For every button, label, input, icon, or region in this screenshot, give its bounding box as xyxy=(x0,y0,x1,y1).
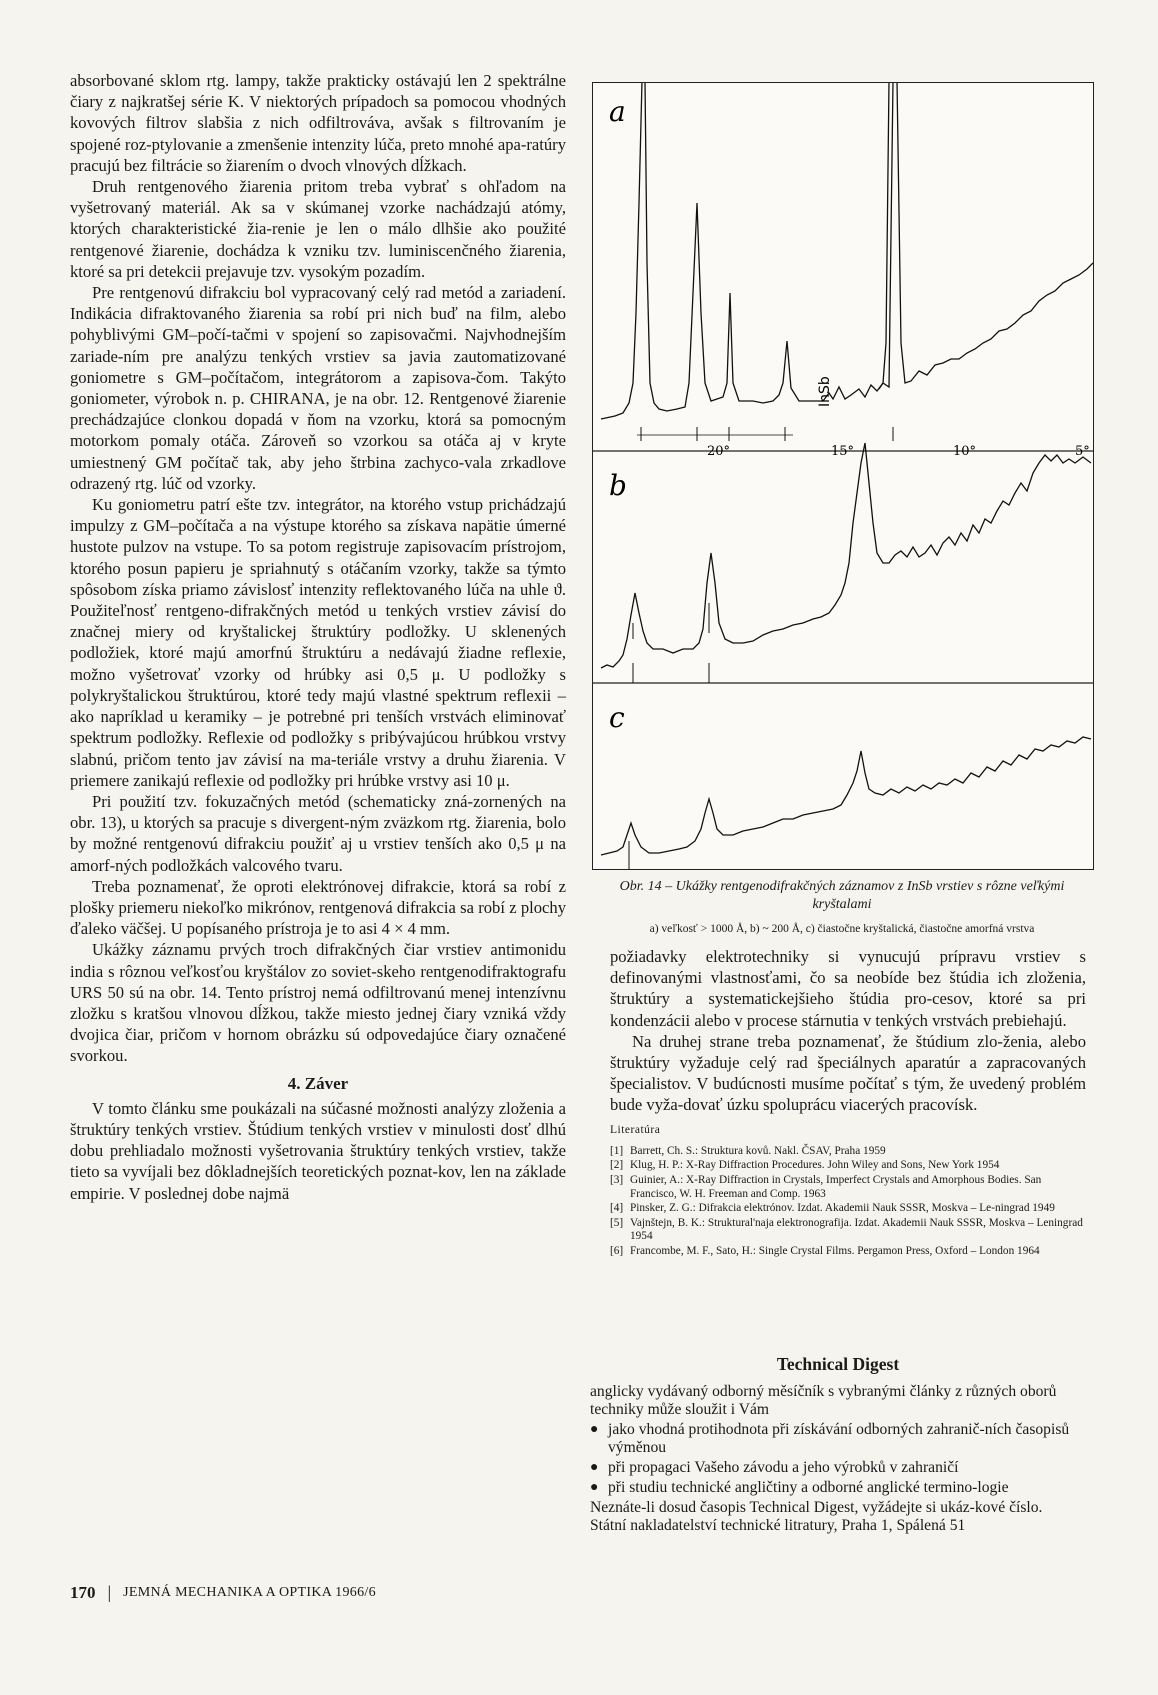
reference-number: [6] xyxy=(610,1244,624,1257)
trace-c xyxy=(601,737,1091,855)
bullet-icon: ● xyxy=(590,1422,599,1437)
page-number: 170 xyxy=(70,1582,96,1602)
paragraph: Pri použití tzv. fokuzačných metód (schematicky zná-zornených na obr. 13), u ktorých sa pracuje s divergent-ným zväzkom rtg. žiarenia, bolo by možné rentgenovú difrakciu použiť aj u vrstiev tenších ako 0,5 μ na amorf-ných podložkách valcového tvaru. xyxy=(70,791,566,875)
literature-heading: Literatúra xyxy=(610,1123,661,1136)
reference-item xyxy=(610,1217,1086,1244)
bullet-icon: ● xyxy=(590,1480,599,1495)
reference-item xyxy=(610,1245,1086,1259)
angle-label-20: 20° xyxy=(707,444,731,459)
paragraph: Pre rentgenovú difrakciu bol vypracovaný celý rad metód a zariadení. Indikácia difraktovaného žiarenia sa robí pri nich buď na film, alebo pohyblivými GM–počí-tačmi v spojení so zapisovačmi. Najvhodnejším zariade-ním pre analýzu tenkých vrstiev sa javia zautomatizované goniometre s GM–počítačom, integrátorom a zapisova-čom. Takýto goniometer, výrobok n. p. CHIRANA, je na obr. 12. Rentgenové žiarenie prechádzajúce clonkou dopadá v ňom na vzorku, ktorá sa pomocným motorkom pomaly otáča. Zároveň so vzorkou sa otáča aj v kryte umiestnený GM počítač tak, aby jeho štrbina zachyco-vala zrkadlove odrazený rtg. lúč od vzorky. xyxy=(70,283,566,493)
ad-line: Státní nakladatelství technické litratury, Praha 1, Spálená 51 xyxy=(590,1517,966,1534)
paragraph: Ku goniometru patrí ešte tzv. integrátor, na ktorého vstup prichádzajú impulzy z GM–počítača a na výstupe ktorého sa získava napätie úmerné hustote pulzov na vstupe. To sa potom registruje zapisovacím prístrojom, ktorého posun papieru je spriahnutý s otáčaním vzorky, takže sa týmto spôsobom získa priamo závislosť intenzity reflektovaného lúča na uhle ϑ. Použiteľnosť rentgeno-difrakčných metód u tenkých vrstiev závisí do značnej miery od kryštalickej štruktúry podložky. U sklenených podložiek, ktoré majú amorfnú štruktúru a nedávajú žiadne reflexie, možno vyšetrovať vzorky od hrúbky asi 0,5 μ. U podložky s polykryštalickou štruktúrou, ktoré tedy majú vlastné spektrum reflexii – ako napríklad u keramiky – je potrebné pri tenších vrstvách eliminovať spektrum podložky. Reflexie od podložky s pribývajúcou hrúbkou vrstvy slabnú, pričom tento jav závisí na ma-teriále vrstvy a druhu žiarenia. V priemere zanikajú reflexie od podložky pri hrúbke vrstvy asi 10 μ. xyxy=(70,495,566,790)
ad-bullet-item xyxy=(590,1421,1086,1457)
journal-name: JEMNÁ MECHANIKA A OPTIKA 1966/6 xyxy=(123,1584,376,1600)
reference-number: [4] xyxy=(610,1202,624,1215)
reference-text: Guinier, A.: X-Ray Diffraction in Crystals, Imperfect Crystals and Amorphous Bodies. San Francisco, W. H. Freeman and Comp. 1963 xyxy=(630,1174,1042,1200)
panel-label-c: c xyxy=(609,701,625,734)
reference-number: [3] xyxy=(610,1174,624,1187)
trace-a-peak xyxy=(879,83,889,389)
page-footer xyxy=(70,1582,376,1603)
paragraph: absorbované sklom rtg. lampy, takže prakticky ostávajú len 2 spektrálne čiary z najkratšej série K. V niektorých prípadoch sa pomocou vhodných kovových filtrov slabšia z nich odfiltrováva, avšak s filtrovaním je spojené roz-ptylovanie a zmenšenie intenzity lúča, preto mnohé apa-ratúry pracujú bez filtrácie so žiarením o dvoch vlnových dĺžkach. xyxy=(70,71,566,175)
panel-label-b: b xyxy=(609,469,627,502)
paragraph: Druh rentgenového žiarenia pritom treba vybrať s ohľadom na vyšetrovaný materiál. Ak sa v skúmanej vzorke nachádzajú atómy, ktorých charakteristické žia-renie je len o málo dlhšie ako použité rentgenové žiarenie, dochádza k vzniku tzv. luminiscenčného žiarenia, ktoré sa pri detekcii prejavuje tzv. vysokým pozadím. xyxy=(70,177,566,281)
diffraction-chart-svg xyxy=(593,83,1093,869)
reference-item xyxy=(610,1159,1086,1173)
reference-item xyxy=(610,1202,1086,1216)
angle-label-10: 10° xyxy=(953,444,977,459)
vertical-annotation: InSb xyxy=(817,376,833,407)
ad-bullet-text: při studiu technické angličtiny a odborné anglické termino-logie xyxy=(608,1479,1009,1496)
ad-title: Technical Digest xyxy=(776,1354,900,1374)
reference-text: Klug, H. P.: X-Ray Diffraction Procedures. John Wiley and Sons, New York 1954 xyxy=(630,1159,1000,1172)
reference-text: Vajnštejn, B. K.: Struktural'naja elektronografija. Izdat. Akademii Nauk SSSR, Moskva – Leningrad 1954 xyxy=(630,1216,1083,1243)
trace-b xyxy=(601,443,1091,668)
reference-list xyxy=(610,1145,1086,1259)
reference-number: [1] xyxy=(610,1144,624,1157)
section-heading: 4. Záver xyxy=(287,1073,349,1093)
angle-label-15: 15° xyxy=(831,444,855,459)
right-column xyxy=(610,946,1086,1260)
reference-text: Francombe, M. F., Sato, H.: Single Crystal Films. Pergamon Press, Oxford – London 1964 xyxy=(630,1244,1040,1257)
ad-intro: anglicky vydávaný odborný měsíčník s vybranými články z různých oborů techniky může sloužit i Vám xyxy=(590,1383,1057,1418)
left-column xyxy=(70,70,566,1204)
paragraph: V tomto článku sme poukázali na súčasné možnosti analýzy zloženia a štruktúry tenkých vrstiev. Štúdium tenkých vrstiev v minulosti dosť dlhú dobu prehliadalo možnosti vyšetrovania štruktúry tenkých vrstiev, takže tieto sa vyvíjali bez dôkladnejších teoretických poznat-kov, len na základe empirie. V poslednej dobe najmä xyxy=(70,1098,566,1203)
reference-number: [2] xyxy=(610,1159,624,1172)
paragraph: Treba poznamenať, že oproti elektrónovej difrakcie, ktorá sa robí z plošky priemeru niekoľko mikrónov, rentgenová difrakcia sa robí z plochy ďaleko väčšej. U popísaného prístroja je to asi 4 × 4 mm. xyxy=(70,876,566,939)
panel-label-a: a xyxy=(609,95,626,128)
ad-bullet-text: při propagaci Vašeho závodu a jeho výrobků v zahraničí xyxy=(608,1459,959,1476)
reference-text: Pinsker, Z. G.: Difrakcia elektrónov. Izdat. Akademii Nauk SSSR, Moskva – Le-ningrad 1949 xyxy=(630,1202,1055,1215)
figure-caption xyxy=(592,878,1092,938)
caption-main: Obr. 14 – Ukážky rentgenodifrakčných záznamov z InSb vrstiev s rôzne veľkými kryštalami xyxy=(619,879,1065,912)
paragraph: Na druhej strane treba poznamenať, že štúdium zlo-ženia, alebo štruktúry vyžaduje celý rad špeciálnych aparatúr a zapracovaných špecialistov. V budúcnosti musíme počítať s tým, že uvedený problém bude vyža-dovať úzku spoluprácu viacerých pracovísk. xyxy=(610,1031,1086,1115)
reference-item xyxy=(610,1145,1086,1159)
reference-item xyxy=(610,1174,1086,1201)
angle-label-5: 5° xyxy=(1075,444,1090,459)
ad-bullet-list xyxy=(590,1421,1086,1497)
reference-text: Barrett, Ch. S.: Struktura kovů. Nakl. ČSAV, Praha 1959 xyxy=(630,1144,886,1157)
ad-bullet-item xyxy=(590,1479,1086,1497)
technical-digest-ad xyxy=(590,1355,1086,1535)
ad-bullet-item xyxy=(590,1459,1086,1477)
ad-bullet-text: jako vhodná protihodnota při získávání odborných zahranič-ních časopisů výměnou xyxy=(608,1421,1070,1456)
reference-number: [5] xyxy=(610,1216,624,1229)
diffraction-figure xyxy=(592,82,1094,870)
caption-sub: a) veľkosť > 1000 Å, b) ~ 200 Å, c) čiastočne kryštalická, čiastočne amorfná vrstva xyxy=(649,923,1035,935)
footer-separator: | xyxy=(107,1582,112,1602)
paragraph: Ukážky záznamu prvých troch difrakčných čiar vrstiev antimonidu india s rôznou veľkosťou kryštálov zo soviet-skeho rentgenodifraktografu URS 50 sú na obr. 14. Tento prístroj nemá odfiltrovanú menej intenzívnu zložku s kratšou vlnovou dĺžkou, takže miesto jednej čiary vzniká vždy dvojica čiar, pričom v hornom obrázku sú odpovedajúce čiary označené svorkou. xyxy=(70,940,566,1066)
trace-a xyxy=(601,83,1093,419)
ad-line: Neznáte-li dosud časopis Technical Digest, vyžádejte si ukáz-kové číslo. xyxy=(590,1499,1043,1516)
bullet-icon: ● xyxy=(590,1460,599,1475)
paragraph: požiadavky elektrotechniky si vynucujú prípravu vrstiev s definovanými vlastnosťami, čo sa neobíde bez štúdia ich zloženia, štruktúry a systematickejšieho štúdia pro-cesov, ktoré sa pri kondenzácii alebo v procese stárnutia v tenkých vrstvách prebiehajú. xyxy=(610,947,1086,1030)
